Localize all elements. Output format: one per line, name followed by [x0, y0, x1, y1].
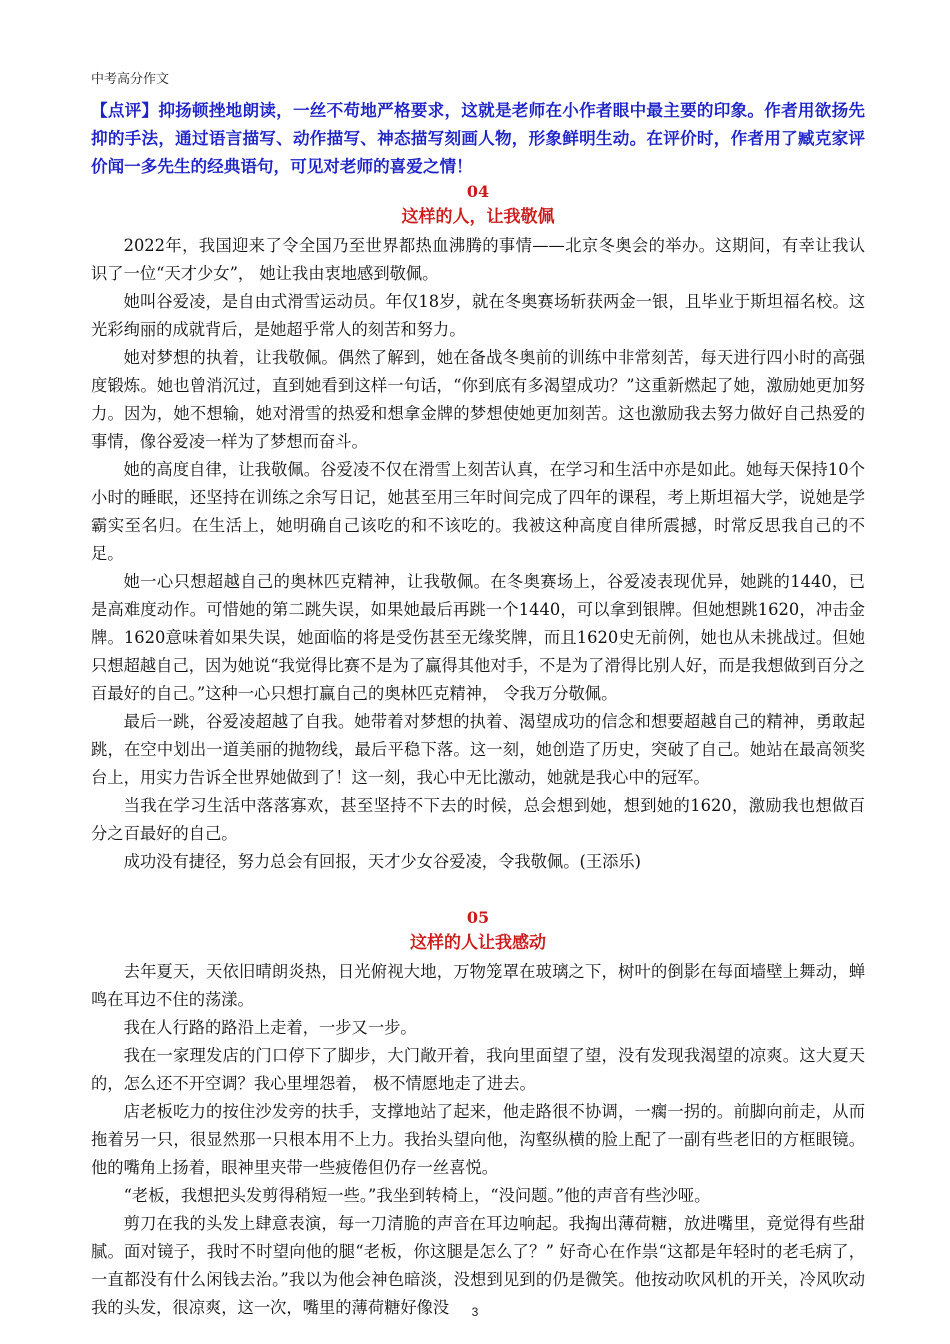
section-title: 这样的人，让我敬佩: [401, 207, 555, 227]
paragraph: 最后一跳，谷爱凌超越了自我。她带着对梦想的执着、渴望成功的信念和想要超越自己的精神，勇敢起跳，在空中划出一道美丽的抛物线，最后平稳下落。这一刻，她创造了历史，突破了自己。她站在最高领奖台上，用实力告诉全世界她做到了！这一刻，我心中无比激动，她就是我心中的冠军。: [91, 712, 865, 787]
paragraph: 她对梦想的执着，让我敬佩。偶然了解到，她在备战冬奥前的训练中非常刻苦，每天进行四小时的高强度锻炼。她也曾消沉过，直到她看到这样一句话，“你到底有多渴望成功？”这重新燃起了她，激励她更加努力。因为，她不想输，她对滑雪的热爱和想拿金牌的梦想使她更加刻苦。这也激励我去努力做好自己热爱的事情，像谷爱凌一样为了梦想而奋斗。: [91, 348, 865, 451]
section-title: 这样的人让我感动: [410, 933, 546, 953]
article-body: [91, 96, 865, 1322]
paragraph: 成功没有捷径，努力总会有回报，天才少女谷爱凌，令我敬佩。(王添乐): [123, 852, 642, 871]
page-number: 3: [471, 1305, 479, 1319]
paragraph: 2022年，我国迎来了令全国乃至世界都热血沸腾的事情——北京冬奥会的举办。这期间，有幸让我认识了一位“天才少女”， 她让我由衷地感到敬佩。: [91, 236, 865, 283]
paragraph: 我在人行路的路沿上走着，一步又一步。: [123, 1018, 417, 1037]
paragraph: 店老板吃力的按住沙发旁的扶手，支撑地站了起来，他走路很不协调，一瘸一拐的。前脚向前走，从而拖着另一只，很显然那一只根本用不上力。我抬头望向他，沟壑纵横的脸上配了一副有些老旧的方框眼镜。他的嘴角上扬着，眼神里夹带一些疲倦但仍存一丝喜悦。: [91, 1102, 865, 1177]
page-header: 中考高分作文: [91, 72, 170, 87]
paragraph: 当我在学习生活中落落寡欢，甚至坚持不下去的时候，总会想到她，想到她的1620，激励我也想做百分之百最好的自己。: [91, 796, 865, 843]
paragraph: 她的高度自律，让我敬佩。谷爱凌不仅在滑雪上刻苦认真，在学习和生活中亦是如此。她每天保持10个小时的睡眠，还坚持在训练之余写日记，她甚至用三年时间完成了四年的课程，考上斯坦福大学，说她是学霸实至名归。在生活上，她明确自己该吃的和不该吃的。我被这种高度自律所震撼，时常反思我自己的不足。: [91, 460, 865, 563]
paragraph: “老板，我想把头发剪得稍短一些。”我坐到转椅上，“没问题。”他的声音有些沙哑。: [123, 1186, 711, 1205]
paragraph: 去年夏天，天依旧晴朗炎热，日光俯视大地，万物笼罩在玻璃之下，树叶的倒影在每面墙壁上舞动，蝉鸣在耳边不住的荡漾。: [91, 962, 865, 1009]
section-number: 04: [466, 182, 490, 201]
paragraph: 剪刀在我的头发上肆意表演，每一刀清脆的声音在耳边响起。我掏出薄荷糖，放进嘴里，竟觉得有些甜腻。面对镜子，我时不时望向他的腿“老板，你这腿是怎么了？” 好奇心在作祟“这都是年轻时的老毛病了，一直都没有什么闲钱去治。”我以为他会神色暗淡，没想到见到的仍是微笑。他按动吹风机的开关，冷风吹动我的头发，很凉爽，这一次，嘴里的薄荷糖好像没: [91, 1214, 865, 1317]
paragraph: 她叫谷爱凌，是自由式滑雪运动员。年仅18岁，就在冬奥赛场斩获两金一银，且毕业于斯坦福名校。这光彩绚丽的成就背后，是她超乎常人的刻苦和努力。: [91, 292, 865, 339]
section-gap: [91, 876, 865, 906]
section-number: 05: [466, 908, 490, 927]
section-04: [91, 180, 865, 876]
paragraph: 她一心只想超越自己的奥林匹克精神，让我敬佩。在冬奥赛场上，谷爱凌表现优异，她跳的1440，已是高难度动作。可惜她的第二跳失误，如果她最后再跳一个1440，可以拿到银牌。但她想跳1620，冲击金牌。1620意味着如果失误，她面临的将是受伤甚至无缘奖牌，而且1620史无前例，她也从未挑战过。但她只想超越自己，因为她说“我觉得比赛不是为了赢得其他对手，不是为了滑得比别人好，而是我想做到百分之百最好的自己。”这种一心只想打赢自己的奥林匹克精神， 令我万分敬佩。: [91, 572, 865, 703]
comment-paragraph: 【点评】抑扬顿挫地朗读，一丝不苟地严格要求，这就是老师在小作者眼中最主要的印象。作者用欲扬先抑的手法，通过语言描写、动作描写、神态描写刻画人物，形象鲜明生动。在评价时，作者用了臧克家评价闻一多先生的经典语句，可见对老师的喜爱之情！: [91, 100, 865, 176]
paragraph: 我在一家理发店的门口停下了脚步，大门敞开着，我向里面望了望，没有发现我渴望的凉爽。这大夏天的，怎么还不开空调？我心里埋怨着， 极不情愿地走了进去。: [91, 1046, 865, 1093]
section-05: [91, 906, 865, 1322]
